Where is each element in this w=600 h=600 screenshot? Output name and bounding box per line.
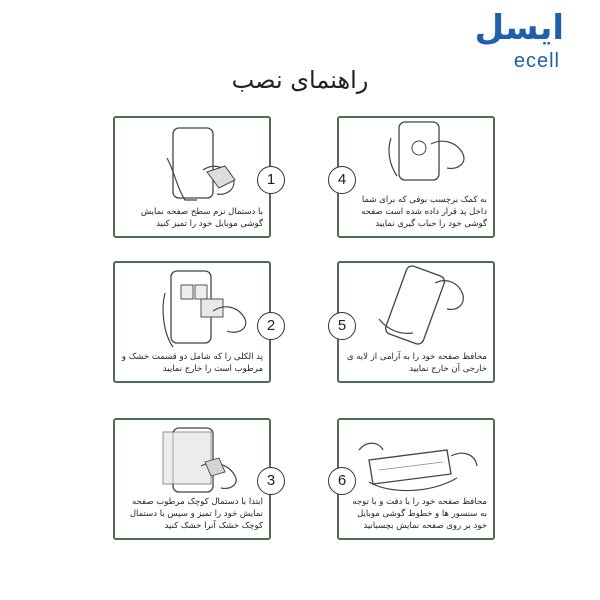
page-title: راهنمای نصب [231,66,369,94]
brand-logo-english: ecell [513,50,560,72]
step-2-card [113,261,271,383]
step-6-text: محافظ صفحه خود را با دقت و با توجه به سنسور ها و خطوط گوشی موبایل خود بر روی صفحه نمایش بچسبانید [352,497,487,531]
step-3-card [113,418,271,540]
step-4-number: 4 [328,166,356,194]
step-2-number: 2 [257,312,285,340]
step-5-card [337,261,495,383]
step-1-number: 1 [257,166,285,194]
step-5-number: 5 [328,312,356,340]
step-3-text: ابتدا با دستمال کوچک مرطوب صفحه نمایش خود را تمیز و سپس با دستمال کوچک خشک آنرا خشک کنید [129,497,263,531]
step-4-text: به کمک برچسب بوقی که برای شما داخل پد قرار داده شده است صفحه گوشی خود را حباب گیری نمایید [361,195,487,229]
step-1-card [113,116,271,238]
brand-logo-persian: ایسل [474,8,564,48]
step-6-card [337,418,495,540]
step-1-text: با دستمال نرم سطح صفحه نمایش گوشی موبایل خود را تمیز کنید [140,207,263,229]
step-5-text: محافظ صفحه خود را به آرامی از لایه ی خارجی آن خارج نمایید [346,352,487,374]
step-6-number: 6 [328,467,356,495]
step-3-number: 3 [257,467,285,495]
step-2-text: پد الکلی را که شامل دو قسمت خشک و مرطوب است را خارج نمایید [121,352,263,374]
step-4-card [337,116,495,238]
